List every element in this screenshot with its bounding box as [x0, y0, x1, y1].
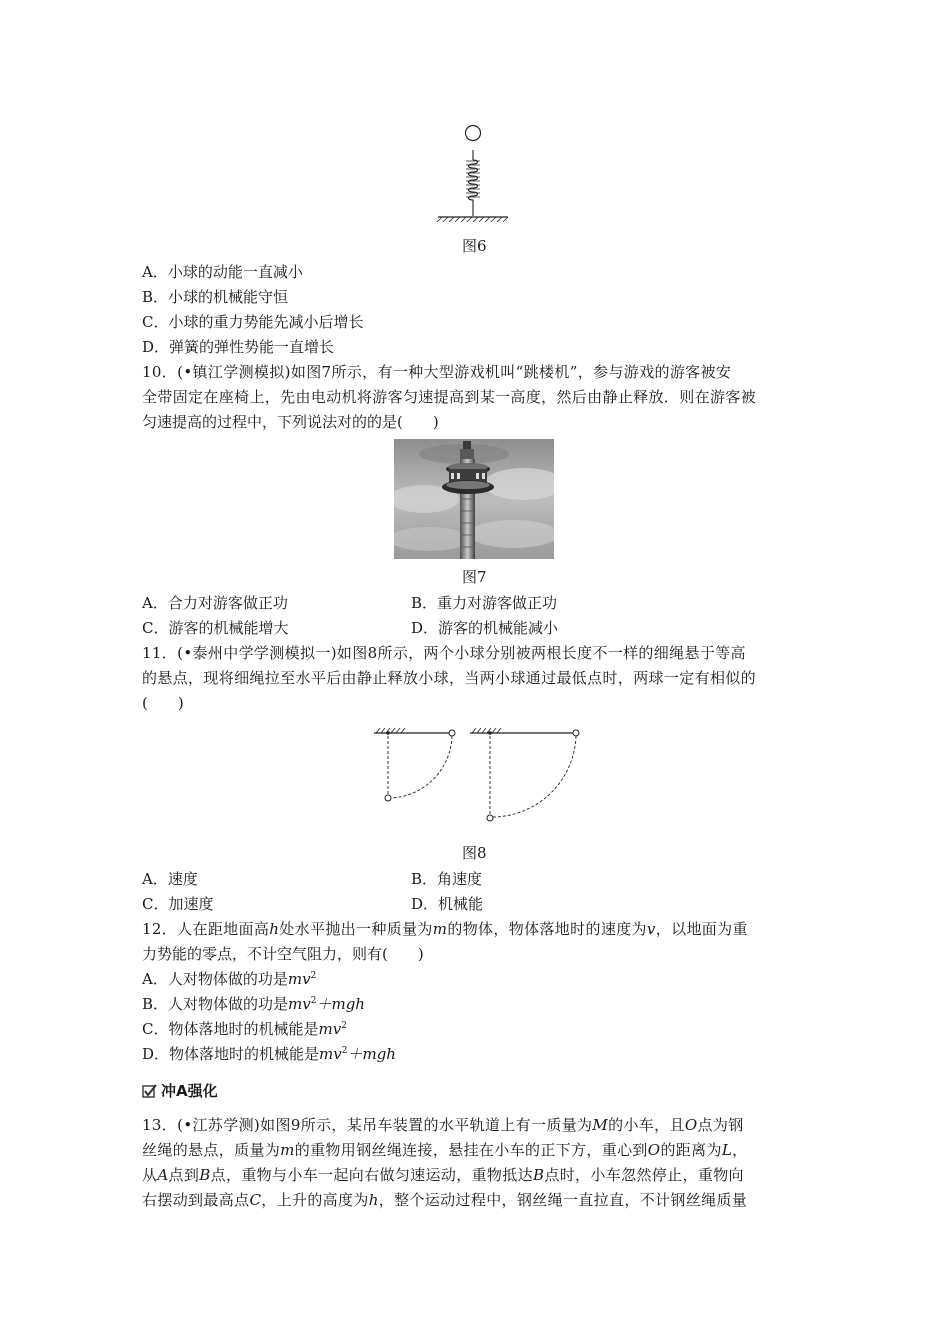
q11-option-d: D．机械能 [411, 895, 484, 913]
q12-line-2: 力势能的零点，不计空气阻力，则有( ) [142, 945, 424, 963]
figure-7-caption: 图7 [462, 568, 487, 586]
figure-6-caption: 图6 [462, 237, 487, 255]
q10-option-d: D．游客的机械能减小 [411, 619, 559, 637]
q11-line-1: 11．(•泰州中学学测模拟一)如图8所示，两个小球分别被两根长度不一样的细绳悬于等高 [142, 644, 746, 662]
q10-line-3: 匀速提高的过程中，下列说法对的的是( ) [142, 413, 439, 431]
q9-option-c: C．小球的重力势能先减小后增长 [142, 313, 364, 331]
q13-line-1: 13．(•江苏学测)如图9所示，某吊车装置的水平轨道上有一质量为M的小车，且O点为钢 [142, 1116, 744, 1134]
q11-option-a: A．速度 [142, 870, 198, 888]
q10-line-1: 10．(•镇江学测模拟)如图7所示，有一种大型游戏机叫“跳楼机”，参与游戏的游客被安 [142, 363, 732, 381]
section-header-a-reinforcement [142, 1081, 218, 1101]
q11-option-b: B．角速度 [411, 870, 483, 888]
q12-option-c: C．物体落地时的机械能是$mv^2$ [142, 1020, 347, 1038]
q9-option-d: D．弹簧的弹性势能一直增长 [142, 338, 335, 356]
q12-line-1: 12．人在距地面高h处水平抛出一种质量为m的物体，物体落地时的速度为v，以地面为重 [142, 920, 748, 938]
q13-line-4: 右摆动到最高点C，上升的高度为h，整个运动过程中，钢丝绳一直拉直，不计钢丝绳质量 [142, 1191, 748, 1209]
ball-circle [466, 126, 481, 141]
check-box-icon [142, 1084, 157, 1099]
figure-8-pendulums-diagram [364, 724, 590, 828]
q9-option-a: A．小球的动能一直减小 [142, 263, 303, 281]
section-title: 冲A强化 [161, 1082, 218, 1100]
q12-option-a: A．人对物体做的功是$mv^2$ [142, 970, 317, 988]
ground-hatch [437, 217, 508, 222]
q9-option-b: B．小球的机械能守恒 [142, 288, 289, 306]
q10-line-2: 全带固定在座椅上，先由电动机将游客匀速提高到某一高度，然后由静止释放．则在游客被 [142, 388, 757, 406]
q10-option-a: A．合力对游客做正功 [142, 594, 288, 612]
q13-line-3: 从A点到B点，重物与小车一起向右做匀速运动，重物抵达B点时，小车忽然停止，重物向 [142, 1166, 744, 1184]
figure-7-drop-tower-photo [394, 439, 554, 559]
figure-6-spring-diagram [430, 120, 520, 228]
q11-option-c: C．加速度 [142, 895, 214, 913]
q12-option-d: D．物体落地时的机械能是$mv^2+mgh$ [142, 1045, 396, 1063]
spring-coil [469, 150, 478, 216]
q12-option-b: B．人对物体做的功是$mv^2+mgh$ [142, 995, 365, 1013]
q11-line-2: 的悬点，现将细绳拉至水平后由静止释放小球，当两小球通过最低点时，两球一定有相似的 [142, 669, 757, 687]
q11-line-3: ( ) [142, 694, 184, 712]
q10-option-b: B．重力对游客做正功 [411, 594, 558, 612]
q10-option-c: C．游客的机械能增大 [142, 619, 289, 637]
q13-line-2: 丝绳的悬点，质量为m的重物用钢丝绳连接，悬挂在小车的正下方，重心到O的距离为L， [142, 1141, 748, 1159]
figure-8-caption: 图8 [462, 844, 487, 862]
